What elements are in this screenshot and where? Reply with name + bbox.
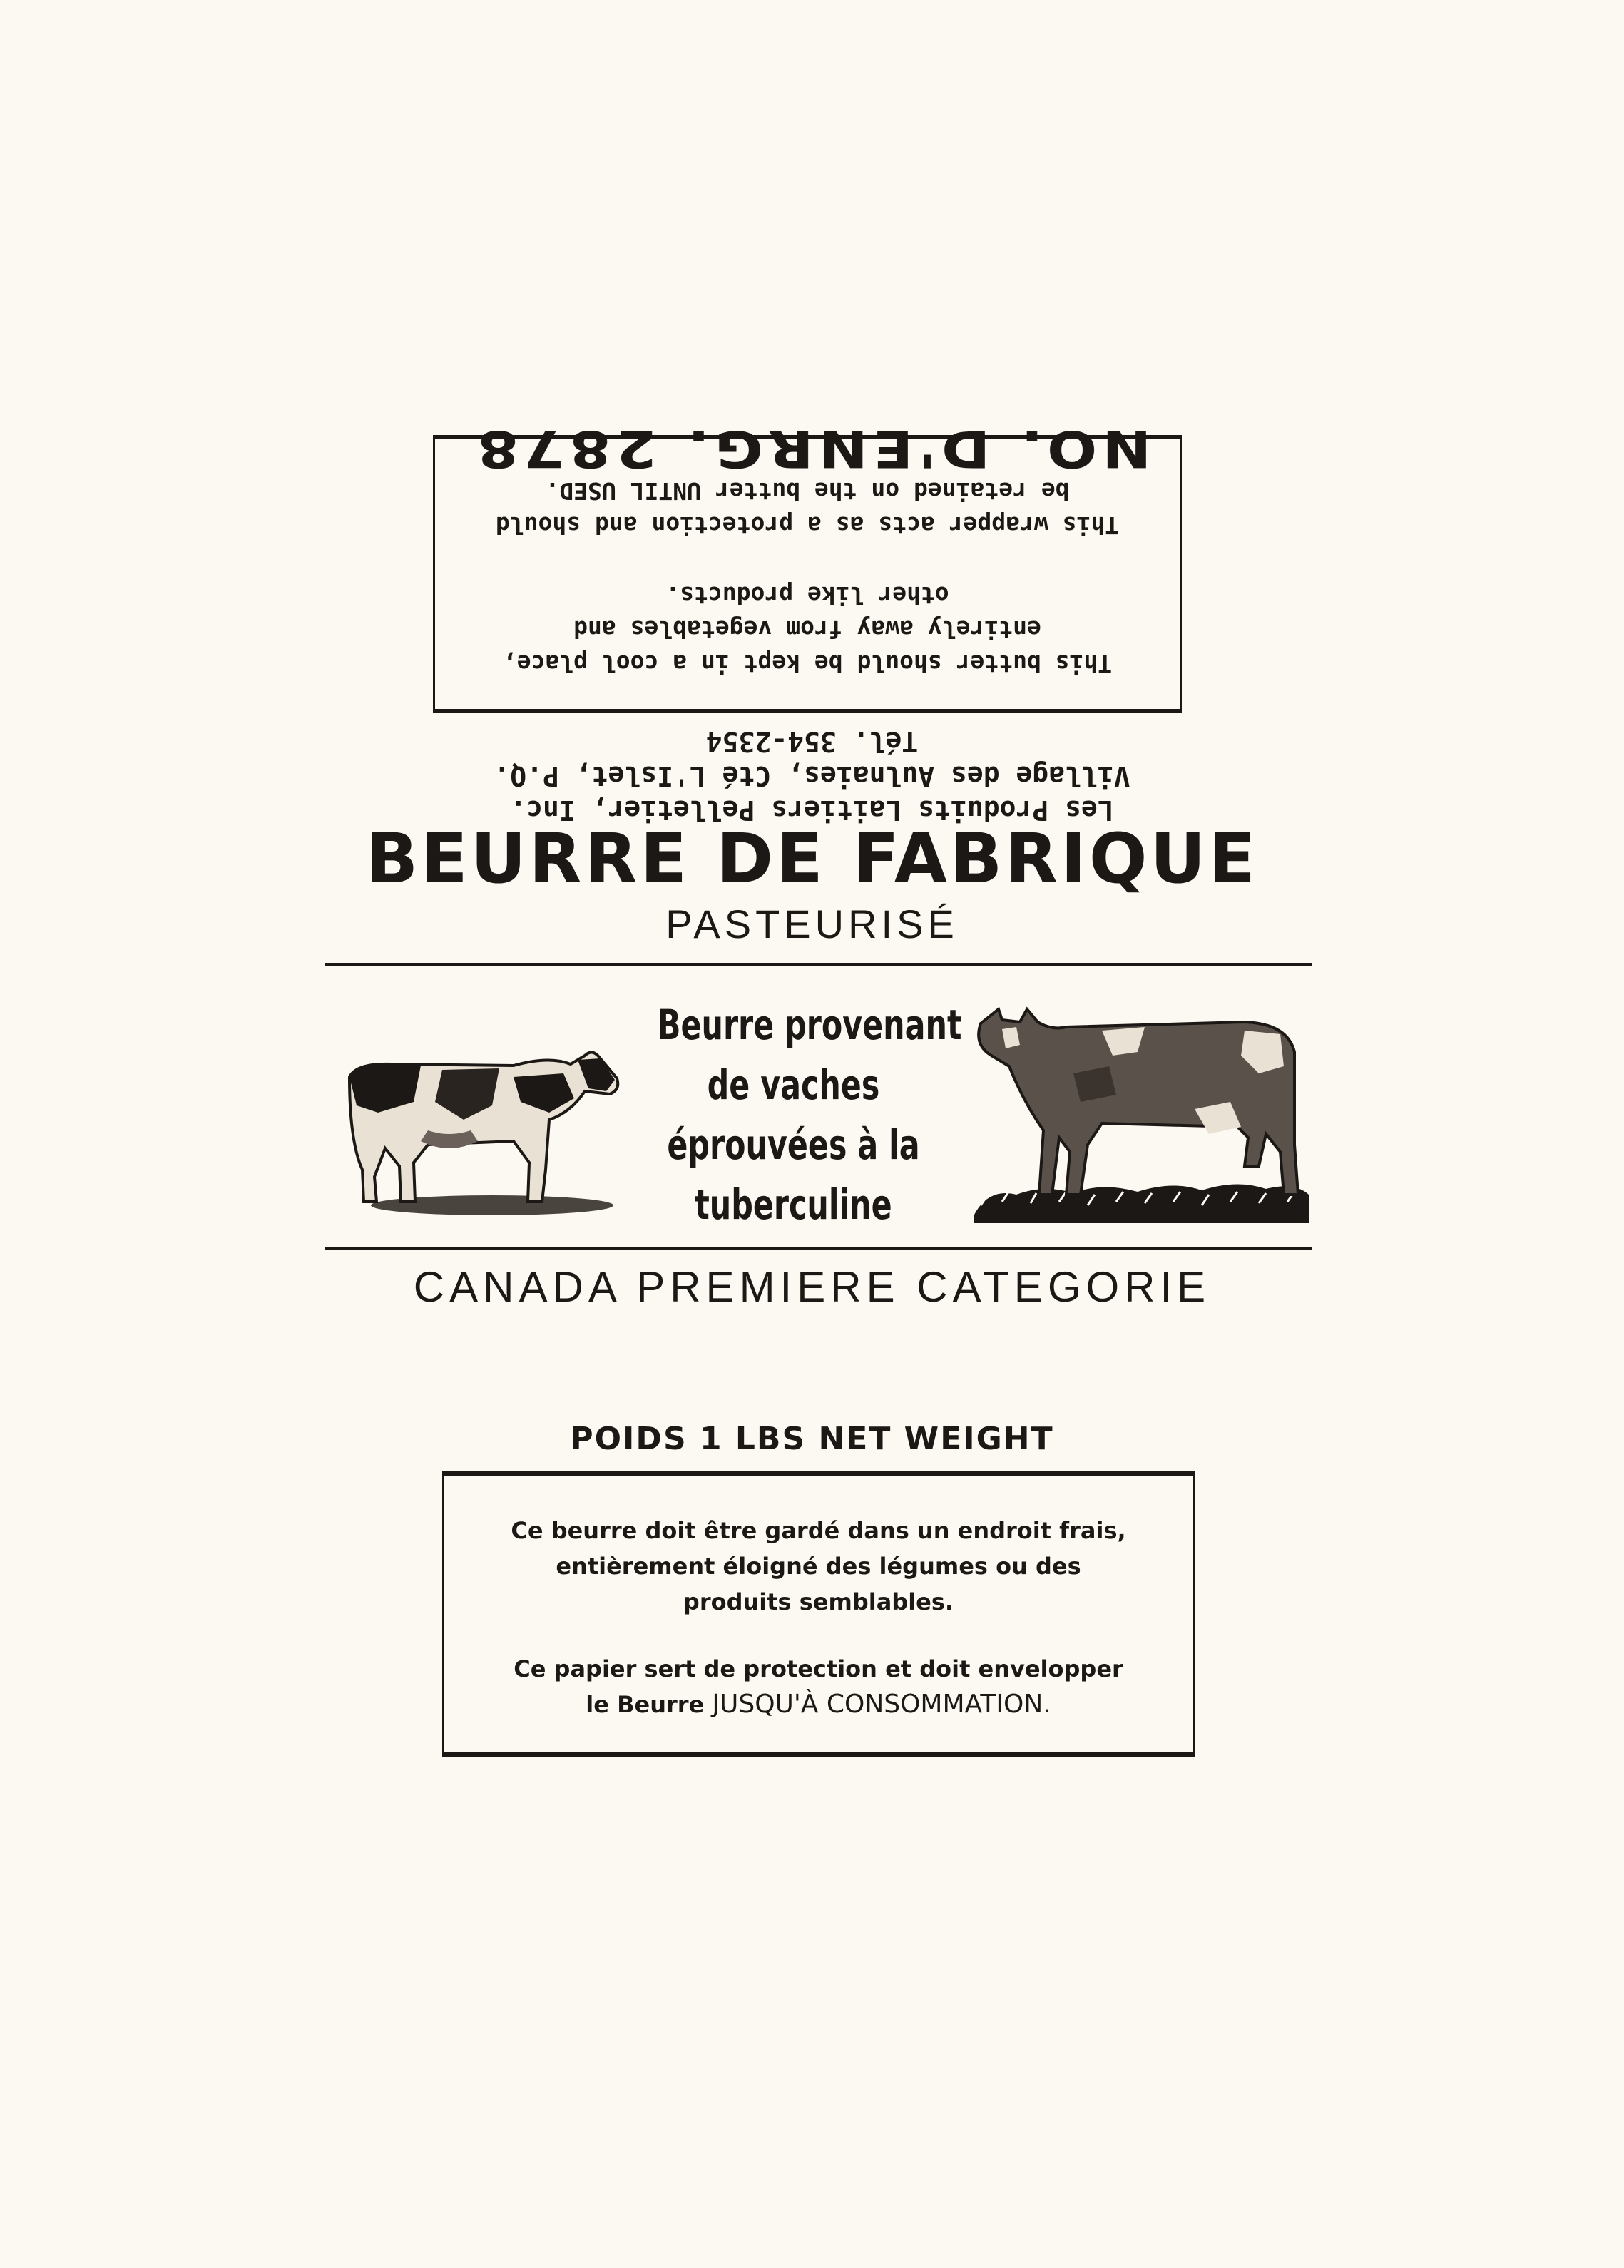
inverted-panel [0,214,1624,826]
claim-line: de vaches [707,1061,880,1109]
producer-location: Village des Aulnaies, Cté L'Islet, P.Q. [494,760,1130,792]
product-subtitle: PASTEURISÉ [665,901,959,946]
net-weight: POIDS 1 LBS NET WEIGHT [570,1421,1054,1457]
english-notice-line: This butter should be kept in a cool place, [502,650,1113,678]
claim-line: éprouvées à la [667,1120,920,1169]
english-notice-line: This wrapper acts as a protection and should [495,511,1120,539]
french-notice-line: produits semblables. [683,1588,954,1615]
product-title: BEURRE DE FABRIQUE [365,819,1259,899]
claim-line: tuberculine [695,1180,892,1229]
registration-number: NO. D'ENRG. 2878 [472,419,1152,478]
claim-line: Beurre provenant [657,1001,962,1049]
french-notice-line: le Beurre [586,1691,713,1718]
divider-top [325,963,1312,966]
grazing-cow-icon [959,988,1312,1223]
holstein-cow-icon [335,1034,628,1220]
english-notice-line: be retained on the butter UNTIL USED. [545,477,1070,505]
french-notice-line: entièrement éloigné des légumes ou des [556,1553,1081,1580]
english-notice-line: entirely away from vegetables and [573,615,1041,643]
french-notice-emphasis: JUSQU'À CONSOMMATION. [712,1690,1051,1719]
divider-bottom [325,1247,1312,1250]
french-notice-line: Ce papier sert de protection et doit envelopper [514,1655,1123,1682]
tuberculin-claim [657,995,962,1235]
english-notice-line: other like products. [665,581,949,609]
producer-phone: Tél. 354-2354 [705,726,919,757]
french-notice-line: Ce beurre doit être gardé dans un endroit frais, [511,1517,1126,1544]
grade-label: CANADA PREMIERE CATEGORIE [413,1263,1211,1311]
producer-address [0,725,1624,827]
producer-name: Les Produits Laitiers Pelletier, Inc. [510,795,1114,826]
french-notice-box [442,1471,1195,1757]
english-notice-box [433,435,1182,713]
